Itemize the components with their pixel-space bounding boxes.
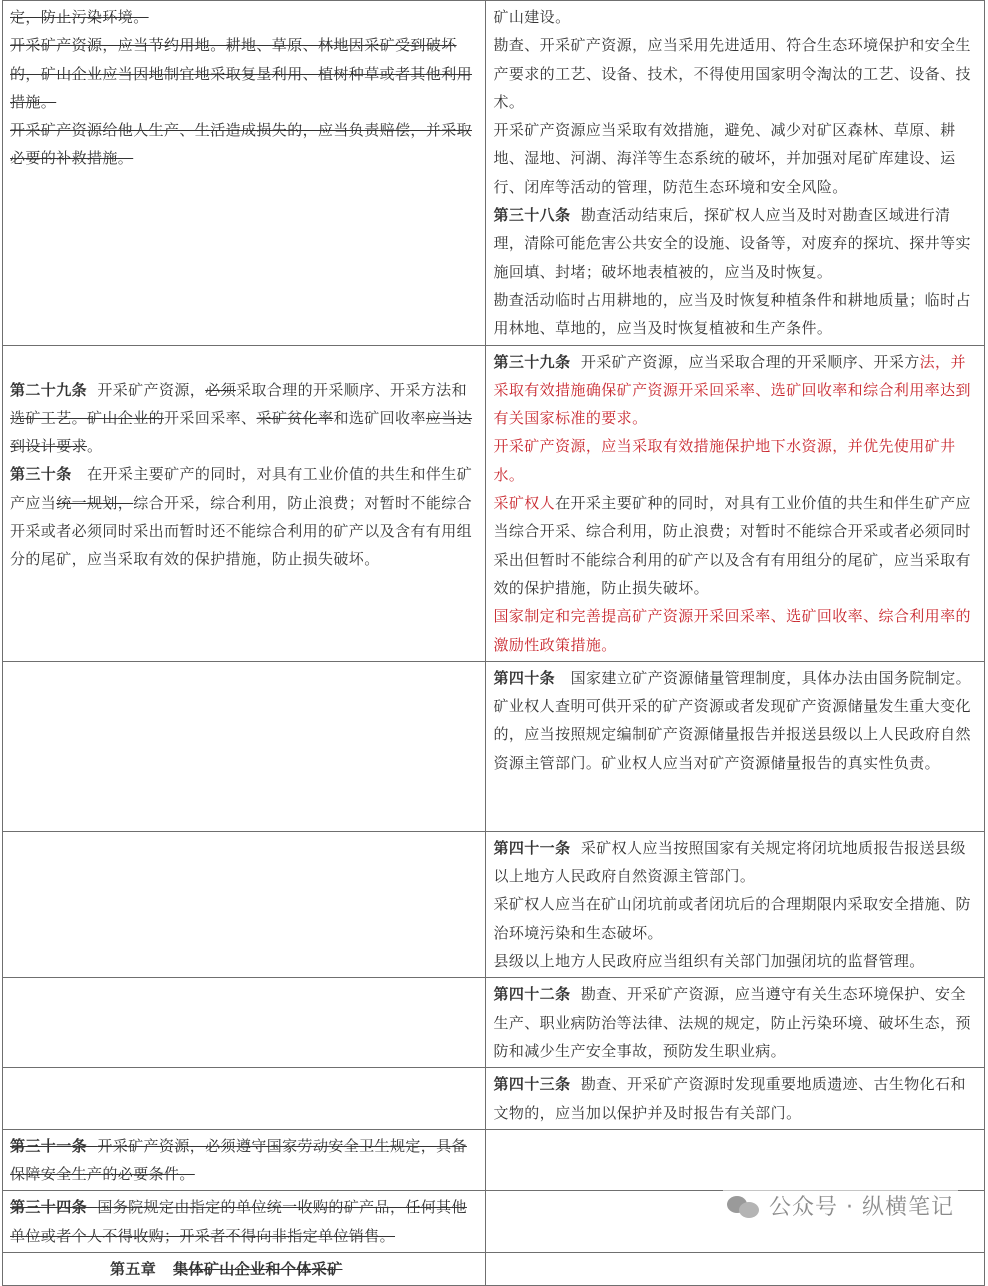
paragraph: 开采矿产资源给他人生产、生活造成损失的，应当负责赔偿，并采取必要的补救措施。 (10, 121, 473, 168)
deleted-text: 采矿贫化率 (256, 408, 334, 427)
text-span: 在开采主要矿种的同时，对具有工业价值的共生和伴生矿产应当综合开采、综合利用，防止浪费；对暂时不能综合开采或者必须同时采出但暂时不能综合利用的矿产以及含有有用组分的尾矿，应当采取有效的保护措施，防止损失破坏。 (493, 494, 971, 597)
text-span: 和选矿回收率 (333, 408, 426, 427)
paragraph (10, 376, 478, 461)
paragraph: 矿山建设。 (493, 8, 571, 26)
deleted-text: 选矿工艺。矿山企业的 (10, 408, 165, 427)
article-heading: 第三十一条 (10, 1136, 88, 1155)
paragraph: 定，防止污染环境。 (10, 8, 149, 26)
table-row (3, 1, 985, 346)
paragraph (10, 1193, 478, 1250)
article-text: 勘查活动结束后，探矿权人应当及时对勘查区域进行清理，清除可能危害公共安全的设施、设备等，对废弃的探坑、探井等实施回填、封堵；破坏地表植被的，应当及时恢复。 (493, 206, 971, 281)
old-law-cell (3, 1129, 486, 1191)
text-span: 综合开采，综合利用，防止浪费；对暂时不能综合开采或者必须同时采出而暂时还不能综合利用的矿产以及含有有用组分的尾矿，应当采取有效的保护措施，防止损失破坏。 (10, 493, 473, 569)
table-row (3, 661, 985, 831)
paragraph (493, 201, 977, 286)
new-law-cell (486, 978, 985, 1068)
article-text: 国务院规定由指定的单位统一收购的矿产品，任何其他单位或者个人不得收购；开采者不得向非指定单位销售。 (10, 1198, 467, 1245)
watermark (723, 1188, 958, 1223)
text-span: 采取合理的开采顺序、开采方法和 (235, 380, 467, 399)
old-law-cell (3, 978, 486, 1068)
article-heading: 第三十四条 (10, 1198, 88, 1217)
table-row (3, 831, 985, 977)
article-text: 勘查、开采矿产资源，应当遵守有关生态环境保护、安全生产、职业病防治等法律、法规的规定，防止污染环境、破坏生态，预防和减少生产安全事故，预防发生职业病。 (493, 985, 971, 1060)
paragraph (493, 348, 977, 433)
paragraph (493, 664, 977, 692)
old-law-cell (3, 1252, 486, 1285)
article-text: 采矿权人应当按照国家有关规定将闭坑地质报告报送县级以上地方人民政府自然资源主管部门。 (493, 838, 966, 886)
paragraph: 开采矿产资源应当采取有效措施，避免、减少对矿区森林、草原、耕地、湿地、河湖、海洋等生态系统的破坏，并加强对尾矿库建设、运行、闭库等活动的管理，防范生态环境和安全风险。 (493, 121, 956, 196)
text-span: 开采矿产资源，应当采取合理的开采顺序、开采方 (580, 352, 920, 371)
table-row (3, 1252, 985, 1285)
paragraph (10, 1132, 478, 1189)
old-law-cell (3, 1191, 486, 1253)
text-span: 开采矿产资源， (97, 380, 206, 399)
paragraph: 采矿权人应当在矿山闭坑前或者闭坑后的合理期限内采取安全措施、防治环境污染和生态破坏。 (493, 895, 971, 942)
table-row (3, 1129, 985, 1191)
chapter-heading (10, 1255, 478, 1283)
paragraph (493, 489, 977, 602)
paragraph: 县级以上地方人民政府应当组织有关部门加强闭坑的监督管理。 (493, 952, 925, 971)
paragraph: 勘查、开采矿产资源，应当采用先进适用、符合生态环境保护和安全生产要求的工艺、设备、技术，不得使用国家明令淘汰的工艺、设备、技术。 (493, 36, 971, 111)
chapter-title: 集体矿山企业和个体采矿 (173, 1259, 343, 1278)
text-span: 法，并采取有效措施确保矿产资源开采回采率、选矿回收率和综合利用率达到有关国家标准的要求。 (493, 352, 971, 428)
article-heading: 第四十二条 (493, 985, 571, 1004)
paragraph (493, 1070, 977, 1127)
article-heading: 第三十八条 (493, 206, 571, 225)
paragraph: 矿业权人查明可供开采的矿产资源或者发现矿产资源储量发生重大变化的，应当按照规定编制矿产资源储量报告并报送县级以上人民政府自然资源主管部门。矿业权人应当对矿产资源储量报告的真实性负责。 (493, 697, 971, 772)
table-row (3, 978, 985, 1068)
chapter-number: 第五章 (110, 1259, 157, 1278)
text-span: 。 (87, 437, 103, 456)
paragraph: 勘查活动临时占用耕地的，应当及时恢复种植条件和耕地质量；临时占用林地、草地的，应当及时恢复植被和生产条件。 (493, 290, 971, 338)
new-law-cell (486, 661, 985, 831)
old-law-cell (3, 345, 486, 661)
article-heading: 第四十一条 (493, 838, 571, 857)
deleted-text: 必须 (205, 380, 236, 399)
article-text: 开采矿产资源，必须遵守国家劳动安全卫生规定，具备保障安全生产的必要条件。 (10, 1136, 467, 1184)
paragraph: 开采矿产资源，应当节约用地。耕地、草原、林地因采矿受到破坏的，矿山企业应当因地制宜地采取复垦利用、植树种草或者其他利用措施。 (10, 36, 473, 111)
watermark-text: 公众号 · 纵横笔记 (769, 1195, 954, 1220)
new-law-cell (486, 1252, 985, 1285)
article-text: 勘查、开采矿产资源时发现重要地质遗迹、古生物化石和文物的，应当加以保护并及时报告有关部门。 (493, 1075, 966, 1122)
paragraph: 开采矿产资源，应当采取有效措施保护地下水资源，并优先使用矿井水。 (493, 437, 956, 484)
table-row (3, 345, 985, 661)
table-row (3, 1068, 985, 1130)
article-heading: 第三十九条 (493, 352, 571, 371)
comparison-table (2, 0, 985, 1286)
new-law-cell (486, 345, 985, 661)
deleted-text: 统一规划， (56, 493, 134, 512)
paragraph (493, 980, 977, 1065)
article-heading: 第四十条 (493, 668, 556, 687)
paragraph (10, 460, 478, 573)
text-span: 开采回采率、 (164, 408, 257, 427)
old-law-cell (3, 661, 486, 831)
old-law-cell (3, 1, 486, 346)
deleted-text: 应当达到设计要求 (10, 408, 473, 456)
wechat-icon (727, 1194, 761, 1218)
paragraph (493, 834, 977, 891)
new-law-cell (486, 1068, 985, 1130)
article-heading: 第三十条 (10, 465, 72, 484)
old-law-cell (3, 831, 486, 977)
old-law-cell (3, 1068, 486, 1130)
text-span: 采矿权人 (493, 494, 556, 513)
article-heading: 第二十九条 (10, 380, 88, 399)
new-law-cell (486, 831, 985, 977)
new-law-cell (486, 1129, 985, 1191)
article-heading: 第四十三条 (493, 1075, 571, 1094)
text-span: 在开采主要矿产的同时，对具有工业价值的共生和伴生矿产应当 (10, 465, 473, 512)
paragraph: 国家制定和完善提高矿产资源开采回采率、选矿回收率、综合利用率的激励性政策措施。 (493, 607, 971, 654)
article-text: 国家建立矿产资源储量管理制度，具体办法由国务院制定。 (570, 668, 972, 687)
new-law-cell (486, 1, 985, 346)
